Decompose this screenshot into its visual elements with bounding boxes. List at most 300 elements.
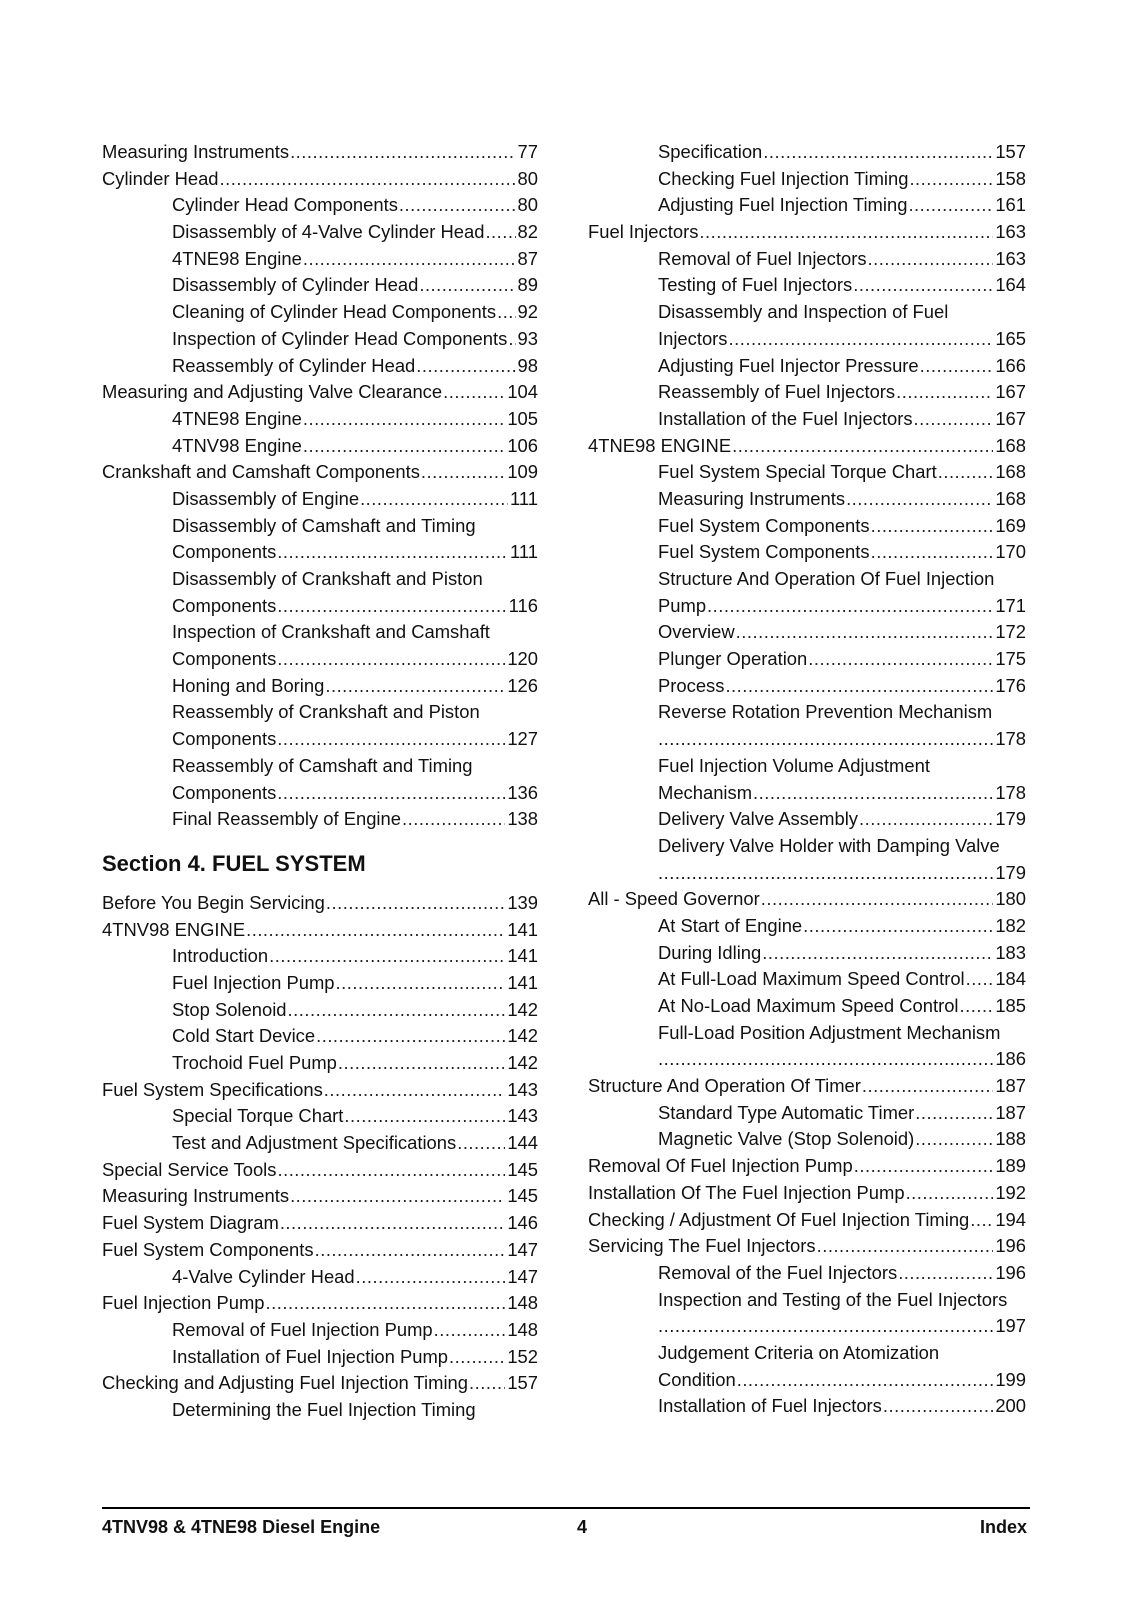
section-heading: Section 4. FUEL SYSTEM [102,850,366,876]
toc-entry[interactable] [658,406,1026,433]
toc-entry[interactable] [172,1023,538,1050]
dot-leader [277,646,505,673]
toc-entry[interactable] [658,353,1026,380]
toc-entry[interactable] [658,166,1026,193]
toc-entry-page: 187 [993,1073,1026,1100]
toc-entry-title: Cylinder Head Components [172,192,399,219]
toc-entry-title: Fuel System Components [102,1237,315,1264]
toc-entry-title: Disassembly of Cylinder Head [172,272,419,299]
toc-entry-page: 183 [993,940,1026,967]
toc-entry-title: Injectors [658,326,729,353]
toc-entry[interactable] [172,1317,538,1344]
toc-entry-page: 180 [993,886,1026,913]
dot-leader [326,890,505,917]
toc-entry[interactable] [102,1210,538,1237]
toc-entry[interactable] [658,966,1026,993]
toc-entry[interactable] [102,166,538,193]
toc-entry-page: 192 [993,1180,1026,1207]
toc-entry-page: 196 [993,1260,1026,1287]
toc-entry[interactable] [658,459,1026,486]
dot-leader [960,993,994,1020]
toc-entry[interactable] [172,246,538,273]
dot-leader [736,619,994,646]
toc-entry[interactable] [172,997,538,1024]
toc-entry-title: During Idling [658,940,762,967]
toc-entry[interactable] [172,1397,538,1424]
toc-entry[interactable] [102,1183,538,1210]
toc-entry[interactable] [658,379,1026,406]
toc-entry[interactable] [172,1344,538,1371]
toc-entry-title: Checking Fuel Injection Timing [658,166,909,193]
toc-entry-page: 178 [993,780,1026,807]
toc-entry-title: Components [172,726,277,753]
toc-entry-page: 109 [505,459,538,486]
toc-entry-title: Measuring Instruments [658,486,846,513]
toc-entry[interactable] [658,993,1026,1020]
toc-entry-title: Fuel Injection Pump [172,970,336,997]
toc-entry-page: 152 [505,1344,538,1371]
toc-entry[interactable] [658,1287,1026,1314]
toc-entry-page: 126 [505,673,538,700]
toc-entry-page: 197 [995,1315,1026,1337]
toc-right-list [588,139,1026,1420]
toc-entry-title: Fuel Injection Volume Adjustment [658,754,930,776]
toc-entry-title: Removal Of Fuel Injection Pump [588,1153,854,1180]
toc-entry-page: 142 [505,1023,538,1050]
toc-entry-page: 171 [993,593,1026,620]
toc-entry[interactable] [658,139,1026,166]
toc-entry[interactable] [102,890,538,917]
dot-leader [761,886,994,913]
toc-entry-page: 111 [508,486,538,513]
toc-entry[interactable] [658,753,1026,780]
dot-leader [303,433,505,460]
toc-entry[interactable] [172,353,538,380]
toc-entry[interactable] [588,886,1026,913]
toc-entry-title: Components [172,780,277,807]
dot-leader [732,433,993,460]
toc-entry-title: Reassembly of Crankshaft and Piston [172,701,480,723]
dot-leader [658,1313,993,1340]
dot-leader [707,593,993,620]
toc-entry[interactable] [658,1100,1026,1127]
toc-entry-title: Final Reassembly of Engine [172,806,402,833]
toc-entry-title: Determining the Fuel Injection Timing [172,1398,476,1420]
toc-entry-title: Reverse Rotation Prevention Mechanism [658,701,993,723]
toc-entry[interactable] [588,1153,1026,1180]
dot-leader [508,326,515,353]
toc-entry[interactable] [102,1237,538,1264]
toc-entry-title: Delivery Valve Assembly [658,806,859,833]
toc-entry[interactable] [588,219,1026,246]
toc-entry-title: Specification [658,139,763,166]
dot-leader [737,1367,994,1394]
toc-entry-page: 106 [505,433,538,460]
toc-entry-title: Condition [658,1367,737,1394]
toc-entry-page: 187 [993,1100,1026,1127]
toc-entry-title: Inspection of Cylinder Head Components [172,326,508,353]
dot-leader [853,272,993,299]
toc-entry[interactable] [172,806,538,833]
toc-entry-title: Removal of Fuel Injection Pump [172,1317,434,1344]
dot-leader [338,1050,505,1077]
dot-leader [658,860,993,887]
toc-entry[interactable] [102,379,538,406]
toc-entry-page: 145 [505,1183,538,1210]
toc-entry[interactable] [172,943,538,970]
dot-leader [762,940,993,967]
toc-entry-title: Process [658,673,725,700]
toc-entry-page: 80 [516,166,538,193]
toc-entry[interactable] [172,753,538,780]
toc-entry-page: 120 [505,646,538,673]
toc-entry-page: 167 [993,406,1026,433]
dot-leader [280,1210,506,1237]
toc-entry-title: Overview [658,619,736,646]
toc-entry[interactable] [588,433,1026,460]
toc-entry[interactable] [172,566,538,593]
dot-leader [658,726,993,753]
toc-entry-title: Removal of Fuel Injectors [658,246,868,273]
toc-entry-page: 169 [993,513,1026,540]
toc-entry-title: 4-Valve Cylinder Head [172,1264,356,1291]
dot-leader [449,1344,505,1371]
dot-leader [908,192,993,219]
toc-entry-title: Installation Of The Fuel Injection Pump [588,1180,906,1207]
toc-entry-title: Installation of Fuel Injection Pump [172,1344,449,1371]
dot-leader [871,513,994,540]
toc-right-column [588,139,1026,1420]
dot-leader [344,1103,505,1130]
toc-entry[interactable] [172,513,538,540]
toc-entry-page: 178 [995,728,1026,750]
dot-leader [753,780,993,807]
toc-entry[interactable] [658,1367,1026,1394]
toc-entry-title: Cylinder Head [102,166,220,193]
toc-entry[interactable] [172,726,538,753]
toc-entry-page: 161 [993,192,1026,219]
toc-entry-page: 142 [505,1050,538,1077]
toc-entry[interactable] [172,486,538,513]
toc-entry-title: Components [172,539,277,566]
dot-leader [277,780,505,807]
toc-entry-title: Inspection of Crankshaft and Camshaft [172,621,490,643]
toc-entry-title: Fuel System Diagram [102,1210,280,1237]
toc-entry-page: 138 [505,806,538,833]
toc-entry-page: 164 [993,272,1026,299]
toc-entry[interactable] [588,1180,1026,1207]
toc-entry[interactable] [658,299,1026,326]
toc-entry-page: 168 [993,433,1026,460]
dot-leader [763,139,993,166]
dot-leader [277,539,508,566]
toc-entry-title: All - Speed Governor [588,886,761,913]
toc-entry-title: Fuel System Special Torque Chart [658,459,938,486]
dot-leader [915,1100,993,1127]
toc-entry[interactable] [658,326,1026,353]
toc-entry-title: Checking / Adjustment Of Fuel Injection Timing [588,1207,970,1234]
toc-entry-title: Trochoid Fuel Pump [172,1050,338,1077]
toc-entry-title: Reassembly of Fuel Injectors [658,379,896,406]
dot-leader [896,379,993,406]
toc-entry-page: 196 [993,1233,1026,1260]
toc-entry-title: Reassembly of Camshaft and Timing [172,754,473,776]
toc-entry-page: 104 [505,379,538,406]
toc-entry-title: Adjusting Fuel Injection Timing [658,192,908,219]
dot-leader [909,166,993,193]
toc-entry[interactable] [658,1126,1026,1153]
dot-leader [898,1260,993,1287]
toc-entry-page: 200 [993,1393,1026,1420]
toc-entry[interactable] [658,833,1026,860]
toc-entry-title: Structure And Operation Of Fuel Injection [658,568,995,589]
toc-entry[interactable] [658,1313,1026,1340]
dot-leader [269,943,505,970]
toc-entry[interactable] [102,1077,538,1104]
dot-leader [336,970,506,997]
dot-leader [290,1183,505,1210]
toc-entry[interactable] [102,139,538,166]
toc-entry[interactable] [102,1290,538,1317]
toc-entry[interactable] [658,539,1026,566]
toc-entry[interactable] [658,1046,1026,1073]
toc-entry-page: 116 [507,593,538,620]
toc-entry[interactable] [172,1050,538,1077]
toc-entry-title: Measuring and Adjusting Valve Clearance [102,379,443,406]
toc-entry-page: 148 [505,1317,538,1344]
toc-entry-page: 139 [505,890,538,917]
dot-leader [315,1237,506,1264]
toc-entry-page: 147 [505,1237,538,1264]
toc-entry[interactable] [658,940,1026,967]
dot-leader [325,673,505,700]
dot-leader [419,272,515,299]
toc-entry-page: 199 [993,1367,1026,1394]
toc-entry[interactable] [172,433,538,460]
toc-entry-page: 167 [993,379,1026,406]
toc-entry-page: 175 [993,646,1026,673]
toc-entry-page: 147 [505,1264,538,1291]
toc-entry[interactable] [658,619,1026,646]
toc-entry-title: Before You Begin Servicing [102,890,326,917]
toc-entry[interactable] [588,1073,1026,1100]
toc-entry-page: 89 [516,272,538,299]
toc-entry-title: Fuel System Components [658,539,871,566]
toc-entry-title: Special Service Tools [102,1157,277,1184]
toc-entry-title: Installation of the Fuel Injectors [658,406,914,433]
toc-entry[interactable] [658,726,1026,753]
dot-leader [316,1023,505,1050]
toc-entry[interactable] [658,486,1026,513]
toc-entry-page: 143 [505,1077,538,1104]
toc-entry[interactable] [658,913,1026,940]
toc-entry-title: Components [172,593,277,620]
dot-leader [457,1130,505,1157]
dot-leader [220,166,516,193]
toc-entry[interactable] [102,917,538,944]
toc-entry[interactable] [102,459,538,486]
toc-entry[interactable] [658,646,1026,673]
dot-leader [469,1370,505,1397]
dot-leader [966,966,994,993]
dot-leader [416,353,515,380]
toc-entry-page: 176 [993,673,1026,700]
toc-entry[interactable] [658,1260,1026,1287]
toc-entry-page: 186 [995,1048,1026,1070]
toc-entry-page: 165 [993,326,1026,353]
toc-entry-title: 4TNE98 Engine [172,246,303,273]
toc-entry-page: 182 [993,913,1026,940]
dot-leader [871,539,994,566]
toc-entry-title: Servicing The Fuel Injectors [588,1233,817,1260]
dot-leader [920,353,994,380]
toc-entry-page: 142 [505,997,538,1024]
footer-page-number: 4 [577,1517,588,1537]
toc-entry-page: 170 [993,539,1026,566]
toc-entry[interactable] [172,780,538,807]
toc-entry[interactable] [658,1340,1026,1367]
toc-entry[interactable] [172,699,538,726]
dot-leader [970,1207,993,1234]
toc-entry-page: 141 [505,943,538,970]
toc-entry-page: 185 [993,993,1026,1020]
toc-entry-page: 163 [993,219,1026,246]
dot-leader [277,1157,505,1184]
page-footer [102,1514,1030,1540]
toc-entry-page: 188 [993,1126,1026,1153]
toc-entry[interactable] [658,1393,1026,1420]
toc-entry-page: 163 [993,246,1026,273]
footer-title: 4TNV98 & 4TNE98 Diesel Engine [102,1517,381,1537]
toc-entry[interactable] [658,673,1026,700]
toc-entry-title: Inspection and Testing of the Fuel Injectors [658,1288,1008,1310]
toc-entry[interactable] [658,780,1026,807]
toc-entry[interactable] [658,860,1026,887]
toc-entry[interactable] [658,593,1026,620]
toc-entry[interactable] [172,539,538,566]
toc-entry-title: 4TNV98 Engine [172,433,303,460]
dot-leader [434,1317,506,1344]
dot-leader [246,917,505,944]
toc-entry[interactable] [172,299,538,326]
toc-left-list-2 [102,890,538,1424]
toc-entry-page: 105 [505,406,538,433]
toc-entry[interactable] [172,619,538,646]
dot-leader [399,192,516,219]
toc-entry[interactable] [172,192,538,219]
toc-entry-title: At No-Load Maximum Speed Control [658,993,960,1020]
toc-entry-title: Disassembly of Crankshaft and Piston [172,568,483,589]
toc-entry[interactable] [658,806,1026,833]
toc-entry[interactable] [658,699,1026,726]
toc-entry-page: 127 [505,726,538,753]
toc-entry-page: 87 [516,246,538,273]
toc-entry[interactable] [658,1020,1026,1047]
dot-leader [290,139,515,166]
dot-leader [360,486,508,513]
toc-entry-title: Measuring Instruments [102,139,290,166]
toc-entry[interactable] [172,1264,538,1291]
toc-entry[interactable] [172,673,538,700]
toc-entry-page: 143 [505,1103,538,1130]
dot-leader [303,406,505,433]
toc-entry-title: At Full-Load Maximum Speed Control [658,966,966,993]
toc-entry-title: Introduction [172,943,269,970]
toc-entry[interactable] [172,970,538,997]
toc-entry-title: Cleaning of Cylinder Head Components [172,299,497,326]
toc-entry-title: Standard Type Automatic Timer [658,1100,915,1127]
toc-entry[interactable] [172,1130,538,1157]
toc-entry-page: 166 [993,353,1026,380]
dot-leader [699,219,993,246]
dot-leader [324,1077,506,1104]
dot-leader [808,646,993,673]
toc-entry-title: Honing and Boring [172,673,325,700]
toc-entry[interactable] [658,246,1026,273]
toc-entry[interactable] [102,1157,538,1184]
dot-leader [443,379,505,406]
dot-leader [402,806,505,833]
dot-leader [729,326,994,353]
toc-entry-page: 189 [993,1153,1026,1180]
footer-rule [102,1507,1030,1509]
toc-entry-title: Structure And Operation Of Timer [588,1073,862,1100]
toc-entry-page: 148 [505,1290,538,1317]
toc-entry[interactable] [658,566,1026,593]
toc-entry-title: Disassembly of Engine [172,486,360,513]
dot-leader [938,459,994,486]
toc-entry-page: 157 [505,1370,538,1397]
toc-entry[interactable] [658,192,1026,219]
toc-entry[interactable] [588,1233,1026,1260]
dot-leader [803,913,993,940]
toc-entry[interactable] [172,406,538,433]
toc-entry[interactable] [172,1103,538,1130]
toc-entry-title: 4TNV98 ENGINE [102,917,246,944]
toc-entry-title: Fuel System Specifications [102,1077,324,1104]
toc-entry-title: At Start of Engine [658,913,803,940]
toc-entry[interactable] [172,593,538,620]
toc-entry-title: Installation of Fuel Injectors [658,1393,883,1420]
toc-entry-title: Cold Start Device [172,1023,316,1050]
toc-entry-title: Fuel Injection Pump [102,1290,266,1317]
toc-entry[interactable] [172,326,538,353]
dot-leader [817,1233,994,1260]
toc-entry[interactable] [172,219,538,246]
toc-entry-page: 184 [993,966,1026,993]
toc-entry-page: 111 [508,539,538,566]
toc-entry[interactable] [588,1207,1026,1234]
toc-entry-title: Adjusting Fuel Injector Pressure [658,353,920,380]
toc-entry-page: 144 [505,1130,538,1157]
toc-left-column [102,139,538,1424]
toc-entry[interactable] [658,513,1026,540]
toc-entry-title: Disassembly and Inspection of Fuel [658,301,949,323]
dot-leader [868,246,994,273]
dot-leader [862,1073,993,1100]
dot-leader [725,673,993,700]
toc-entry-title: Fuel System Components [658,513,871,540]
toc-entry-page: 179 [993,806,1026,833]
toc-entry[interactable] [172,272,538,299]
toc-entry[interactable] [102,1370,538,1397]
toc-entry-page: 172 [993,619,1026,646]
toc-entry-page: 98 [516,353,538,380]
toc-entry-title: Plunger Operation [658,646,808,673]
toc-entry[interactable] [658,272,1026,299]
toc-entry-title: Full-Load Position Adjustment Mechanism [658,1021,1001,1043]
toc-entry[interactable] [172,646,538,673]
